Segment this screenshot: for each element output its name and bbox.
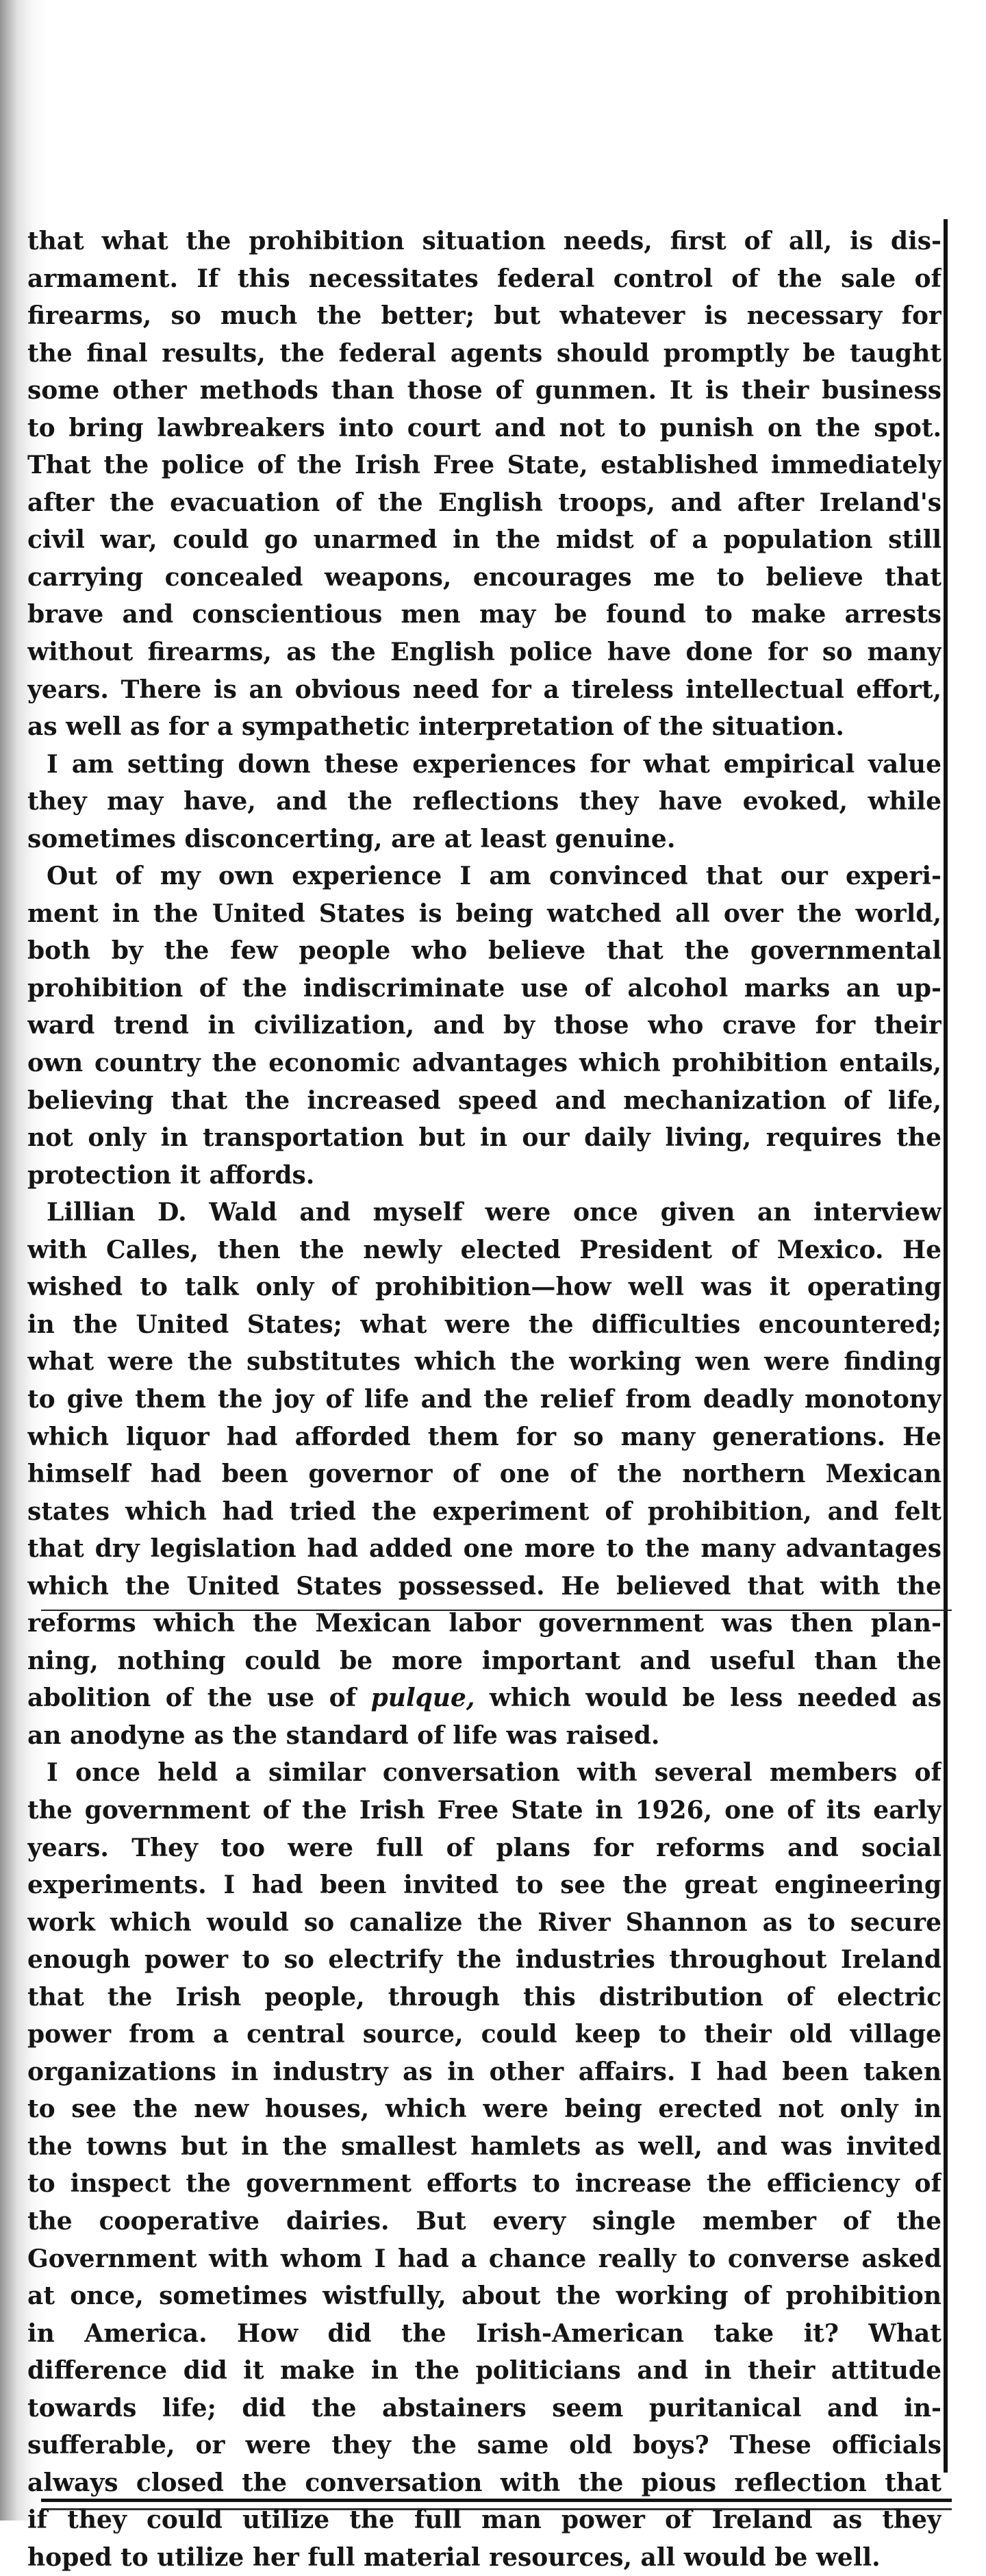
- text-line: reforms which the Mexican labor government was then plan-: [27, 1609, 941, 1638]
- text-line: I am setting down these experiences for what empirical value: [47, 749, 941, 779]
- text-line: sometimes disconcerting, are at least genuine.: [27, 824, 676, 853]
- text-line: That the police of the Irish Free State, established immediately: [27, 451, 941, 480]
- text-line: power from a central source, could keep to their old village: [27, 2020, 941, 2049]
- text-line: years. There is an obvious need for a tireless intellectual effort,: [27, 675, 941, 704]
- text-line: always closed the conversation with the pious reflection that: [27, 2468, 941, 2497]
- text-line: which liquor had afforded them for so many generations. He: [27, 1422, 941, 1451]
- text-line: to give them the joy of life and the relief from deadly monotony: [27, 1384, 941, 1414]
- paragraph-1: [27, 223, 941, 746]
- text-line: at once, sometimes wistfully, about the working of prohibition: [27, 2281, 941, 2311]
- text-line: that dry legislation had added one more to the many advantages: [27, 1534, 941, 1564]
- text-line: himself had been governor of one of the northern Mexican: [27, 1460, 941, 1489]
- text-line: wished to talk only of prohibition—how well was it operating: [27, 1273, 941, 1302]
- text-line: some other methods than those of gunmen. It is their business: [27, 376, 941, 405]
- text-line: with Calles, then the newly elected President of Mexico. He: [27, 1235, 941, 1264]
- text-line: brave and conscientious men may be found to make arrests: [27, 600, 941, 629]
- text-line: ning, nothing could be more important and useful than the: [27, 1646, 941, 1675]
- text-line: Lillian D. Wald and myself were once given an interview: [47, 1198, 941, 1227]
- text-line: protection it affords.: [27, 1160, 315, 1190]
- text-line: what were the substitutes which the working wen were finding: [27, 1347, 941, 1377]
- text-line: believing that the increased speed and mechanization of life,: [27, 1086, 941, 1115]
- text-line: without firearms, as the English police have done for so many: [27, 638, 941, 667]
- text-line: which the United States possessed. He believed that with the: [27, 1571, 941, 1601]
- text-line: ward trend in civilization, and by those who crave for their: [27, 1011, 941, 1040]
- text-line: an anodyne as the standard of life was raised.: [27, 1721, 660, 1750]
- text-line: the towns but in the smallest hamlets as well, and was invited: [27, 2131, 941, 2161]
- paragraph-3: [27, 858, 941, 1194]
- text-line: to inspect the government efforts to increase the efficiency of: [27, 2169, 941, 2199]
- text-line: the government of the Irish Free State in 1926, one of its early: [27, 1795, 941, 1825]
- text-line: towards life; did the abstainers seem puritanical and in-: [27, 2393, 941, 2423]
- text-line: Out of my own experience I am convinced that our experi-: [47, 862, 941, 891]
- text-line: I once held a similar conversation with several members of: [47, 1758, 941, 1788]
- text-line: the cooperative dairies. But every single member of the: [27, 2206, 941, 2236]
- text-line: firearms, so much the better; but whatever is necessary for: [27, 301, 941, 331]
- text-line: in the United States; what were the difficulties encountered;: [27, 1310, 941, 1339]
- text-line: they may have, and the reflections they have evoked, while: [27, 787, 941, 816]
- text-line: ment in the United States is being watched all over the world,: [27, 899, 941, 928]
- text-line: states which had tried the experiment of prohibition, and felt: [27, 1497, 941, 1526]
- text-line: enough power to so electrify the industries throughout Ireland: [27, 1945, 941, 1975]
- text-line: that the Irish people, through this distribution of electric: [27, 1982, 941, 2012]
- text-line: hoped to utilize her full material resources, all would be well.: [27, 2542, 881, 2572]
- text-line: as well as for a sympathetic interpretation of the situation.: [27, 712, 844, 742]
- text-line: both by the few people who believe that the governmental: [27, 936, 941, 966]
- text-line: prohibition of the indiscriminate use of alcohol marks an up-: [27, 973, 941, 1003]
- text-line: Government with whom I had a chance really to converse asked: [27, 2244, 941, 2273]
- text-line: experiments. I had been invited to see the great engineering: [27, 1871, 941, 1900]
- column-rule: [944, 219, 948, 2473]
- text-line: not only in transportation but in our daily living, requires the: [27, 1123, 941, 1153]
- paragraph-5: [27, 1754, 941, 2576]
- paragraph-2: [27, 746, 941, 858]
- text-line: that what the prohibition situation needs, first of all, is dis-: [27, 227, 941, 255]
- text-line: armament. If this necessitates federal control of the sale of: [27, 264, 941, 293]
- text-line: the final results, the federal agents should promptly be taught: [27, 338, 941, 368]
- text-line: in America. How did the Irish-American take it? What: [27, 2318, 941, 2348]
- text-line: years. They too were full of plans for reforms and social: [27, 1833, 941, 1862]
- text-line: carrying concealed weapons, encourages me to believe that: [27, 562, 941, 592]
- text-line: after the evacuation of the English troops, and after Ireland's: [27, 488, 941, 517]
- article-text: [27, 223, 941, 2576]
- italic-word-pulque: pulque,: [370, 1684, 475, 1713]
- text-line: civil war, could go unarmed in the midst of a population still: [27, 525, 941, 555]
- text-line: own country the economic advantages which prohibition entails,: [27, 1049, 941, 1078]
- text-fragment: which would be less needed as: [475, 1684, 941, 1713]
- text-fragment: abolition of the use of: [27, 1684, 371, 1713]
- text-line: to bring lawbreakers into court and not to punish on the spot.: [27, 413, 941, 442]
- text-line: difference did it make in the politicians and in their attitude: [27, 2356, 941, 2386]
- text-line: if they could utilize the full man power of Ireland as they: [27, 2505, 941, 2535]
- text-line: organizations in industry as in other affairs. I had been taken: [27, 2057, 941, 2086]
- paragraph-4: [27, 1194, 941, 1754]
- text-line-pulque: [27, 1679, 941, 1717]
- text-line: sufferable, or were they the same old boys? These officials: [27, 2431, 941, 2460]
- text-line: to see the new houses, which were being erected not only in: [27, 2094, 941, 2124]
- text-line: work which would so canalize the River Shannon as to secure: [27, 1908, 941, 1937]
